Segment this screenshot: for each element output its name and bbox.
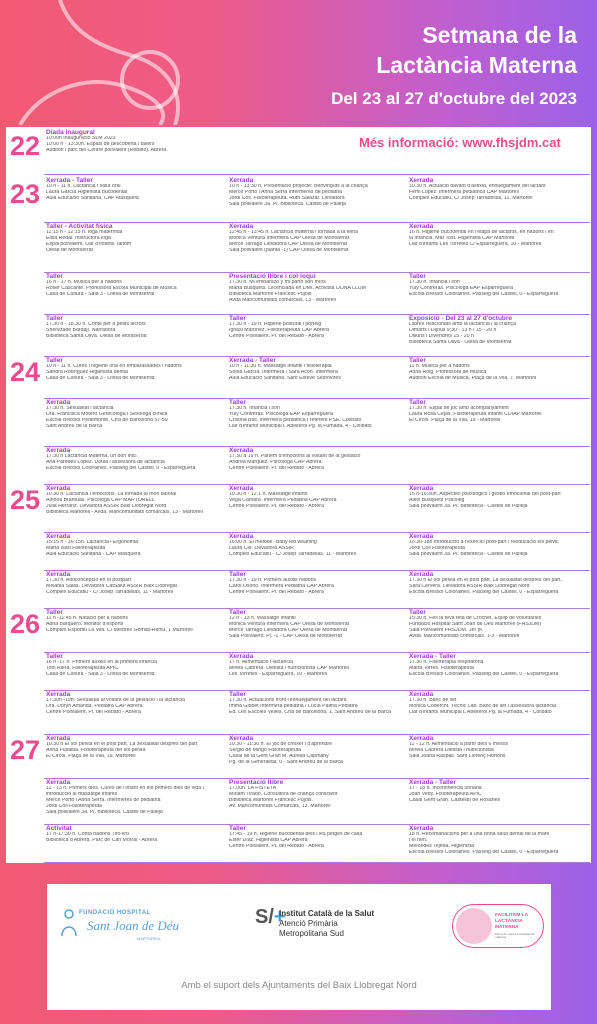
event-title: Xerrada — [46, 399, 71, 406]
event-detail: 18 h. Recomanacions per a una bona salut dental de la mare — [409, 832, 550, 838]
event-title: Xerrada — [409, 735, 434, 742]
day-number: 27 — [10, 735, 41, 765]
event-detail: Avda Mancomunitats comarcals, 13 - Martorell — [229, 298, 336, 304]
event-card — [229, 779, 407, 823]
event-detail: la infància. Mar Tost. Higienista CAP Martorell — [409, 236, 515, 242]
event-detail: Aleix Busquets Psicòleg — [409, 498, 465, 504]
page-title-line2: Lactància Materna — [376, 52, 577, 78]
event-title: Exposició - Del 23 al 27 d'octubre — [409, 315, 513, 322]
event-detail: Laura Rosa Cejas. Fisioterapeuta infantil CDIAP Martorell — [409, 412, 542, 418]
event-title: Xerrada — [229, 177, 254, 184]
event-title: Xerrada — [409, 177, 434, 184]
event-detail: 17.30 h. Espai de joc amb acompanyament — [409, 406, 509, 412]
event-detail: Sala Joana Raspall. Sant Llorenç Hortons — [409, 754, 506, 760]
event-detail: 10:00 h - 13:30h. Espais de descoberta i tallers — [46, 142, 155, 148]
event-title: Xerrada - Taller — [409, 653, 456, 660]
event-detail: Aula Educació Sanitària - CAP Masquefa — [46, 552, 141, 558]
event-title: Taller — [409, 273, 426, 280]
fundacio-line1: FUNDACIÓ HOSPITAL — [79, 910, 151, 916]
event-card — [229, 571, 407, 607]
event-detail: Imma Ginbet Infermera pediatria / Lucía Palma Pediatra — [229, 704, 358, 710]
event-detail: 17.00h. LA FISTETA — [229, 786, 277, 792]
event-title: Taller — [409, 357, 426, 364]
event-detail: 10 h - 11 h. Lactància i salut oral — [46, 184, 121, 190]
event-detail: Ana Paredes López. Doula i assessora de lactància — [46, 460, 165, 466]
event-card — [46, 653, 226, 689]
event-detail: 11 - 12 h. Alimentació a partir dels 6 mesos — [409, 742, 509, 748]
event-detail: Elisa Redal. Instructora ioga — [46, 236, 111, 242]
event-detail: Anna Roig. Professora de música — [409, 370, 487, 376]
event-detail: 17.30 h. Mi embarazo y mi parto son míos — [229, 280, 326, 286]
event-detail: 16 h -17 h. Primers auxilis en la primera infància — [46, 660, 158, 666]
event-card — [46, 273, 226, 313]
event-detail: Sala polivalent 3a. Pl. Biblioteca. Castell de Pallejà — [46, 810, 163, 816]
event-card — [409, 533, 589, 569]
event-detail: Mercè Porto i Anna Serra Infermeres de pediatria — [229, 190, 343, 196]
event-detail: Sergio de Mingo Fisioterapeuta — [229, 748, 302, 754]
event-title: Taller — [229, 609, 246, 616]
event-detail: Olesa de Montserrat — [46, 248, 93, 254]
event-card — [409, 315, 589, 355]
event-detail: 16 h - 17 h. Música per a nadons — [46, 280, 122, 286]
event-title: Xerrada - Taller — [409, 779, 456, 786]
event-detail: Escola Bressol Colorainés. Passeig del Castell, 0 - Esparreguera — [46, 466, 196, 472]
event-card — [229, 485, 407, 531]
event-detail: Llar d'infants Les Torretes C/ Esparreguera, 10 - Martorell — [409, 242, 542, 248]
day-number: 22 — [10, 131, 41, 161]
event-title: Xerrada — [409, 571, 434, 578]
event-detail: Centre Polivalent. Pl. del Rebato - Abrera — [46, 710, 141, 716]
event-detail: Auditori i parc del Centre polivalent (Rebato). Abrera — [46, 148, 167, 154]
event-detail: Les Torretes - Esparreguera, 10 - Martorell — [229, 672, 327, 678]
event-detail: Centre Polivalent. Pl. del Rebato - Abrera — [229, 504, 324, 510]
event-title: Activitat — [46, 825, 72, 832]
event-detail: Cristina Bull. Infermera pediàtrica i referent PSE. Collbató — [229, 418, 362, 424]
event-detail: 17.30 h. Actuacions front l'ennuegament del lactant — [229, 698, 347, 704]
event-detail: Joan Vedy. Fisioterapeuta APiC — [409, 792, 482, 798]
event-detail: Ed. Les Escoles Velles. Crta de Barcelona, 1. Sant Andreu de la Barca — [229, 710, 392, 716]
event-detail: El Circol. Plaça de la Vila, 19 - Martorell — [409, 418, 501, 424]
event-card — [46, 571, 226, 607]
event-detail: Anna Fusalba. Fisioterapeuta del sòl pelvià — [46, 748, 146, 754]
event-detail: Complex Educatiu - C/ Josep Tarradellas, 11 - Martorell — [46, 590, 173, 596]
event-detail: Pg. de la Generalitat, 0 - Sant Andreu de la Barca — [229, 760, 343, 766]
event-detail: 10.30 h - 12.1 h. Massatge infantil — [229, 492, 308, 498]
event-detail: Mercè Tarragó Llevadora CAP Olesa de Montserrat — [229, 242, 348, 248]
event-detail: 17.30 h. Infància i son — [229, 406, 280, 412]
event-detail: Llar d'infants Municipal L'Abellerol Pg. la Fumada, 4 - Collbató — [409, 710, 552, 716]
event-card — [46, 779, 226, 823]
event-detail: 15:30 h. Fes la teva teta de Crochet. Equip de voluntàries — [409, 616, 542, 622]
event-detail: 17:30h -19h: Sexualitat al voltant de la gestació i la lactància — [46, 698, 185, 704]
event-detail: Carol Osorio. Infermera Pediatria CAP Abrera — [229, 584, 334, 590]
event-detail: 16:00 h. El mètode "Baby led weaning" — [229, 540, 319, 546]
event-detail: Sandra Rodríguez Higienista dental — [46, 370, 128, 376]
event-card — [229, 399, 407, 445]
mother-illustration — [0, 0, 200, 125]
support-text: Amb el suport dels Ajuntaments del Baix Llobregat Nord — [181, 980, 417, 991]
event-detail: Sant Andreu de la Barca — [46, 424, 103, 430]
row-divider — [44, 862, 590, 863]
event-title: Presentació llibre — [229, 779, 284, 786]
event-detail: 10.30 h. Lactància i emocions. La tornada al món laboral — [46, 492, 177, 498]
event-title: Xerrada - Taller — [46, 177, 93, 184]
event-detail: Centre Polivalent. Pl. del Rebato - Abrera — [229, 590, 324, 596]
event-card — [46, 825, 226, 861]
event-detail: Yuly Contreras. Psicòloga EAP Esparreguera — [409, 286, 513, 292]
event-detail: Biblioteca Martorell Francesc Pujols. — [229, 798, 313, 804]
day-number: 26 — [10, 609, 41, 639]
event-title: Xerrada — [229, 735, 254, 742]
event-detail: 10 h - 13:30 h. Presentació projecte: Benvinguts a la criança — [229, 184, 368, 190]
event-card — [229, 315, 407, 355]
event-detail: Casal Gent Gran. Castellbí de Rosanes — [409, 798, 501, 804]
event-title: Xerrada — [46, 447, 71, 454]
event-detail: 10:00h Inauguració SLM 2023 — [46, 136, 116, 142]
event-detail: Fundació Hospital Sant Joan de Déu Martorell (FHSJDM) — [409, 622, 542, 628]
badge-title: FACILITEM LA LACTÀNCIA MATERNA — [495, 913, 529, 930]
event-detail: Ainhoa Brantuas. Psicòloga CAP MARTORELL — [46, 498, 155, 504]
event-detail: Mònica Ventura Infermera CAP Olesa de Montserrat — [229, 236, 350, 242]
event-title: Xerrada — [409, 223, 434, 230]
event-card — [46, 223, 226, 271]
event-title: Taller — [46, 609, 63, 616]
event-title: Presentació llibre i col·loqui — [229, 273, 316, 280]
event-detail: Andrea Márquez. Psicòloga CAP Abrera — [229, 460, 322, 466]
event-card — [409, 653, 589, 689]
event-detail: Mònica Codercht. Tècnic Lab. Banc de llet i assessora lactància — [409, 704, 556, 710]
event-card — [409, 691, 589, 733]
event-card — [46, 533, 226, 569]
event-detail: Biblioteca Martorell - Avda. Mancomunitats comarcals, 13 - Martorell — [46, 510, 203, 516]
event-title: Taller — [46, 273, 63, 280]
event-detail: 12:45 h - 13:45 h. Lactància materna i tornada a la feina — [229, 230, 358, 236]
event-detail: Laura García Higienista bucodental — [46, 190, 128, 196]
event-title: Taller — [409, 609, 426, 616]
event-detail: Biblioteca Santa Oliva. Olesa de Montserrat — [46, 334, 147, 340]
badge-subtitle: Espai de suport a la lactància materna — [495, 932, 535, 940]
event-detail: Dimarts i Dijous 9:30 - 13 h / 15 - 20 h — [409, 328, 497, 334]
event-card — [46, 609, 226, 651]
event-detail: Mercedes Tejeda. Higienista — [409, 844, 475, 850]
event-card — [46, 485, 226, 531]
event-card — [409, 357, 589, 397]
event-detail: Toni Riera. Fisioterapeuta APiC — [46, 666, 119, 672]
event-title: Xerrada — [229, 447, 254, 454]
event-detail: Melania Salas. Llevadora CatSalut ASSIR Baix Llobregat — [46, 584, 177, 590]
page-title-line1: Setmana de la — [422, 22, 577, 48]
event-title: Xerrada — [229, 653, 254, 660]
schedule-panel — [6, 127, 591, 863]
event-detail: Llibres relacionats amb la lactància i la criança — [409, 322, 516, 328]
event-detail: Espai polivalent. Llar d'infants Taitom — [46, 242, 132, 248]
event-card — [46, 129, 226, 173]
mother-baby-icon — [456, 908, 492, 944]
event-detail: Marta Busquets. Llicenciada en Dret. Activista DONA LLUM — [229, 286, 366, 292]
event-title: Xerrada — [409, 533, 434, 540]
event-detail: Escola Bressol Colorainés. Passeig del Castell, 0 - Esparreguera — [409, 292, 559, 298]
event-detail: Sala polivalent 3a. Pl. Biblioteca - Castell de Pallejà — [409, 504, 528, 510]
event-detail: Sala Polivalent. Pl. -1 - CAP Olesa de Montserrat — [229, 634, 342, 640]
event-title: Taller — [409, 399, 426, 406]
event-detail: Roser Cascante. Professora Escola Municipal de Música — [46, 286, 177, 292]
event-card — [409, 779, 589, 823]
fundacio-line2: Sant Joan de Déu — [87, 918, 180, 933]
event-detail: Escola Bressol Colorainés. Passeig del Castell, 0 - Esparreguera — [409, 590, 559, 596]
event-title: Xerrada — [229, 223, 254, 230]
event-detail: Sala polivalent (planta -1) CAP Olesa de Montserrat — [229, 248, 349, 254]
event-title: Taller — [46, 653, 63, 660]
event-detail: Casa de Cultura - Sala 3 - Olesa de Montserrat — [46, 292, 155, 298]
event-detail: Sara Cervera. Llevadora ASSIR Baix Llobregat Nord — [409, 584, 530, 590]
event-detail: Casal de la Gent Gran M. Aurèlia Capmany — [229, 754, 329, 760]
event-detail: Centre Polivalent. Pl. del Rebato - Abrera — [229, 466, 324, 472]
event-detail: Dra. Francisca Motero Gerecóloga i Sexòloga clínica — [46, 412, 168, 418]
event-card — [229, 533, 407, 569]
event-detail: 11 - 13 h. Primers dies. Cures de l'infant en els primers dies de vida i — [46, 786, 204, 792]
event-title: Taller - Activitat física — [46, 223, 113, 230]
event-detail: 17.30 h. Sexualitat i lactància — [46, 406, 114, 412]
event-detail: 10.30 h. Actuació davant d'asfixia, ennuegament del lactant — [409, 184, 546, 190]
event-detail: Yuly Contreras. Psicòloga EAP Esparreguera — [229, 412, 333, 418]
event-card — [229, 223, 407, 271]
event-detail: 10 h - 11 h. Cures i higiene oral en embarassades i nadons — [46, 364, 182, 370]
event-detail: Dilluns i Divendres 15 - 20 h — [409, 334, 474, 340]
event-detail: 17 h. Alimentació i lactància — [229, 660, 294, 666]
sponsors-footer — [47, 884, 551, 1010]
event-detail: Sherezade Bardají. Narradora — [46, 328, 116, 334]
event-detail: Llar d'infants Municipal L'Abellerol Pg. la Fumada, 4 - Collbató — [229, 424, 372, 430]
event-detail: Sala polivalent 3a. Pl. Biblioteca. Castell de Pallejà — [229, 202, 346, 208]
event-detail: Marta Isart Fisioterapeuta — [46, 546, 106, 552]
event-detail: 17.30 h. Banc de llet — [409, 698, 457, 704]
lactancia-badge — [452, 904, 544, 948]
event-title: Xerrada — [46, 691, 71, 698]
ics-logo — [255, 906, 405, 946]
event-detail: 15:15 h - 16:15h. Lactància i Ergonomia — [46, 540, 138, 546]
event-detail: i el nen. — [409, 838, 428, 844]
event-card — [46, 177, 226, 221]
event-title: Taller — [229, 315, 246, 322]
event-detail: 12 h - 13 h. Massatge infantil — [229, 616, 296, 622]
fundacio-line3: MARTORELL — [137, 936, 162, 941]
event-card — [229, 691, 407, 733]
event-detail: Vega Cámara. Infermera Pediatria CAP Abrera — [229, 498, 337, 504]
event-detail: 17:45 - 19 h. Higiene bucodental dels i les petges de casa — [229, 832, 363, 838]
event-detail: Femi López. Infermera pediàtrica CAP Martorell — [409, 190, 519, 196]
event-detail: Mercè Tarragó Llevadora CAP Olesa de Montserrat — [229, 628, 348, 634]
event-card — [409, 177, 589, 221]
event-card — [229, 177, 407, 221]
event-detail: Complex Educatiu - C/ Josep Tarradellas, 11 - Martorell — [229, 552, 356, 558]
event-title: Taller — [229, 399, 246, 406]
event-title: Taller — [229, 691, 246, 698]
event-card — [409, 485, 589, 531]
row-divider — [44, 174, 590, 175]
event-detail: Casa de Cultura - Sala 3 - Olesa de Montserrat — [46, 672, 155, 678]
event-detail: Jordi Coll. Fisioterapeuta. Ruth Salazar. Llevadora — [229, 196, 345, 202]
event-detail: 17.30 h - 18.30 h. Conte per a petits lectors — [46, 322, 146, 328]
ics-symbol-icon: S/+ — [255, 906, 286, 928]
event-detail: Sònia García. Infermera / Sara Acón. Infermera — [229, 370, 338, 376]
event-title: Taller — [229, 825, 246, 832]
event-card — [229, 653, 407, 689]
event-detail: Escola Bressol Colorainés. Passeig del Castell, 0 - Esparreguera — [409, 850, 559, 856]
event-title: Xerrada — [409, 691, 434, 698]
event-detail: Míriam Tirado. Consultora de criança conscient — [229, 792, 338, 798]
event-title: Xerrada — [409, 485, 434, 492]
event-card — [46, 735, 226, 777]
event-dates: Del 23 al 27 d'octubre del 2023 — [331, 89, 577, 108]
header — [0, 0, 597, 125]
event-detail: 17.30 h - 19 h. Primers auxilis nadons — [229, 578, 317, 584]
event-detail: Complex Educatiu, C/ Josep Tarradellas, 11, Martorell — [409, 196, 533, 202]
event-detail: Escola Bressol Colorainés. Passeig del Castell, 0 - Esparreguera — [409, 672, 559, 678]
fundacio-hospital-logo — [59, 908, 209, 948]
event-detail: 17.30 h Lactància Materna, un bon inici — [46, 454, 137, 460]
event-detail: El Circol. Plaça de la Vila, 19. Martorell — [46, 754, 136, 760]
event-detail: Sala polivalent 3a. Pl. Biblioteca - Castell de Pallejà — [409, 552, 528, 558]
event-title: Taller — [46, 357, 63, 364]
event-detail: Auditori Escola de Música, Plaça de la Vila, 7. Martorell — [409, 376, 537, 382]
event-title: Xerrada — [229, 485, 254, 492]
event-card — [409, 223, 589, 271]
event-detail: Dra. Doryn Amanda. Pediatra CAP Abrera — [46, 704, 143, 710]
event-detail: 17.30 h. Fisioteràpia respiratòria — [409, 660, 484, 666]
event-detail: 17.30 h - 19 h. Higiene postural i porteig — [229, 322, 322, 328]
event-detail: Centre Polivalent. Pl. del Rebato - Abrera — [229, 844, 324, 850]
event-detail: Mercè Porto i Anna Serra. Infermeres de pediatria — [46, 798, 161, 804]
event-detail: Mònica Ventura Infermera CAP Olesa de Montserrat — [229, 622, 350, 628]
event-detail: 10.30 h El sòl pelvià en el post part. La sexualitat després del part — [46, 742, 198, 748]
event-title: Diada inaugural — [46, 129, 95, 136]
event-detail: Laura Cid. Llevadora ASSIR — [229, 546, 294, 552]
event-detail: Av. Mancomunitats Comarcals, 13. Martorell — [229, 804, 331, 810]
event-detail: Escola Bressol Pedemonte. Ctra de Barcelona 57-59 — [46, 418, 168, 424]
event-detail: Casa de Cultura - Sala 3 - Olesa de Montserrat — [46, 376, 155, 382]
day-number: 25 — [10, 485, 41, 515]
day-number: 23 — [10, 179, 41, 209]
event-detail: Biblioteca d'Abrera. Parc de Can Morral - Abrera — [46, 838, 158, 844]
event-card — [46, 447, 226, 483]
event-title: Xerrada — [229, 533, 254, 540]
event-card — [229, 735, 407, 777]
event-detail: Mireia Cabrera. Dietista i nutricionista CAP Martorell — [229, 666, 349, 672]
event-card — [46, 399, 226, 445]
event-detail: Marta Torres. Fisioterapeuta — [409, 666, 474, 672]
event-detail: Complex Esportiu La Vila. C/ Mestres Gomila-Reniu, 1 Martorell — [46, 628, 193, 634]
event-card — [46, 315, 226, 355]
event-detail: 16:30-18h Introducció a l'exercici post-part i reeducació sòl pèlvic — [409, 540, 559, 546]
event-card — [409, 609, 589, 651]
event-detail: 17.30 a 19 h. Parlem d'emocions al voltant de la gestació — [229, 454, 361, 460]
event-card — [409, 273, 589, 313]
event-detail: 17 h-17:30 h. Conta nadons Tiro-liro — [46, 832, 130, 838]
event-title: Taller — [229, 571, 246, 578]
more-info-link[interactable]: Més informació: www.fhsjdm.cat — [359, 135, 561, 150]
event-title: Xerrada — [46, 533, 71, 540]
ics-line2: Atenció Primària — [279, 919, 338, 928]
event-detail: Mireia Cabrera Dietista i nutricionista — [409, 748, 494, 754]
event-detail: 15 h-16:30h. Aspectes psicològics i gestió emocional del post-part — [409, 492, 561, 498]
event-title: Xerrada — [46, 735, 71, 742]
event-detail: Biblioteca Martorell Francesc Pujols — [229, 292, 312, 298]
event-detail: 17.30 h. Anticoncepció en el postpart — [46, 578, 132, 584]
event-card — [229, 825, 407, 861]
event-detail: Jordi Coll Fisioterapeuta — [409, 546, 465, 552]
event-title: Xerrada - Taller — [229, 357, 276, 364]
event-detail: 17.30 h. Infància i son — [409, 280, 460, 286]
event-detail: 10.30 - 11:30 h. El joc de créixer i d'aprendre — [229, 742, 332, 748]
event-detail: Centre Polivalent. Pl. del Rebato - Abrera — [229, 334, 324, 340]
event-detail: Júlia Herranz. Llevadora ASSIR Baix Llobregat Nord — [46, 504, 167, 510]
event-detail: 11 h. Música per a nadons — [409, 364, 470, 370]
event-detail: Sala Polivalent FHSJDM. 1er pl. — [409, 628, 484, 634]
event-title: Xerrada — [46, 571, 71, 578]
event-detail: Ester Díaz. Higienista CAP Abrera — [229, 838, 308, 844]
event-title: Xerrada — [46, 485, 71, 492]
event-detail: Avda. Mancomunitats comarcals, 1-3 - Martorell — [409, 634, 520, 640]
event-detail: 11 h -11:45 h. Natació per a nadons — [46, 616, 128, 622]
event-detail: 10 h - 11:30 h. Massatge infantil i fisioteràpia — [229, 364, 332, 370]
event-card — [409, 735, 589, 777]
event-title: Taller — [46, 315, 63, 322]
event-detail: 17.30 h El sòl pelvià en el post part. La sexualitat després del part. — [409, 578, 562, 584]
event-detail: 16 h. Higiene bucodental en l'etapa de lactants, en nadons i en — [409, 230, 554, 236]
event-card — [409, 825, 589, 861]
day-number: 24 — [10, 357, 41, 387]
event-title: Xerrada — [46, 779, 71, 786]
event-detail: introducció al massatge infantil — [46, 792, 117, 798]
ics-line3: Metropolitana Sud — [279, 929, 344, 938]
event-card — [229, 357, 407, 397]
event-title: Xerrada — [409, 825, 434, 832]
event-detail: Ignasi Martínez. Fisioterapeuta CAP Abrera — [229, 328, 329, 334]
event-card — [409, 571, 589, 607]
event-detail: Aula Educació Sanitària. Sant Esteve Sesrovires — [229, 376, 341, 382]
event-card — [46, 357, 226, 397]
event-detail: Adrià Barquero. Monitor d'esports — [46, 622, 124, 628]
event-detail: Jordi Coll Fisioterapeuta — [46, 804, 102, 810]
event-detail: 11:15 h - 12:15 h. Ioga maternitat — [46, 230, 123, 236]
event-detail: 17 - 18 h. Incontinència urinària — [409, 786, 482, 792]
event-card — [46, 691, 226, 733]
event-detail: Aula Educació Sanitària, CAP Masquefa — [46, 196, 139, 202]
ics-line1: Institut Català de la Salut — [279, 909, 375, 918]
event-detail: Biblioteca Santa Oliva - Olesa de Montserrat — [409, 340, 512, 346]
event-card — [229, 609, 407, 651]
event-card — [229, 273, 407, 313]
event-card — [229, 447, 407, 483]
event-card — [409, 399, 589, 445]
